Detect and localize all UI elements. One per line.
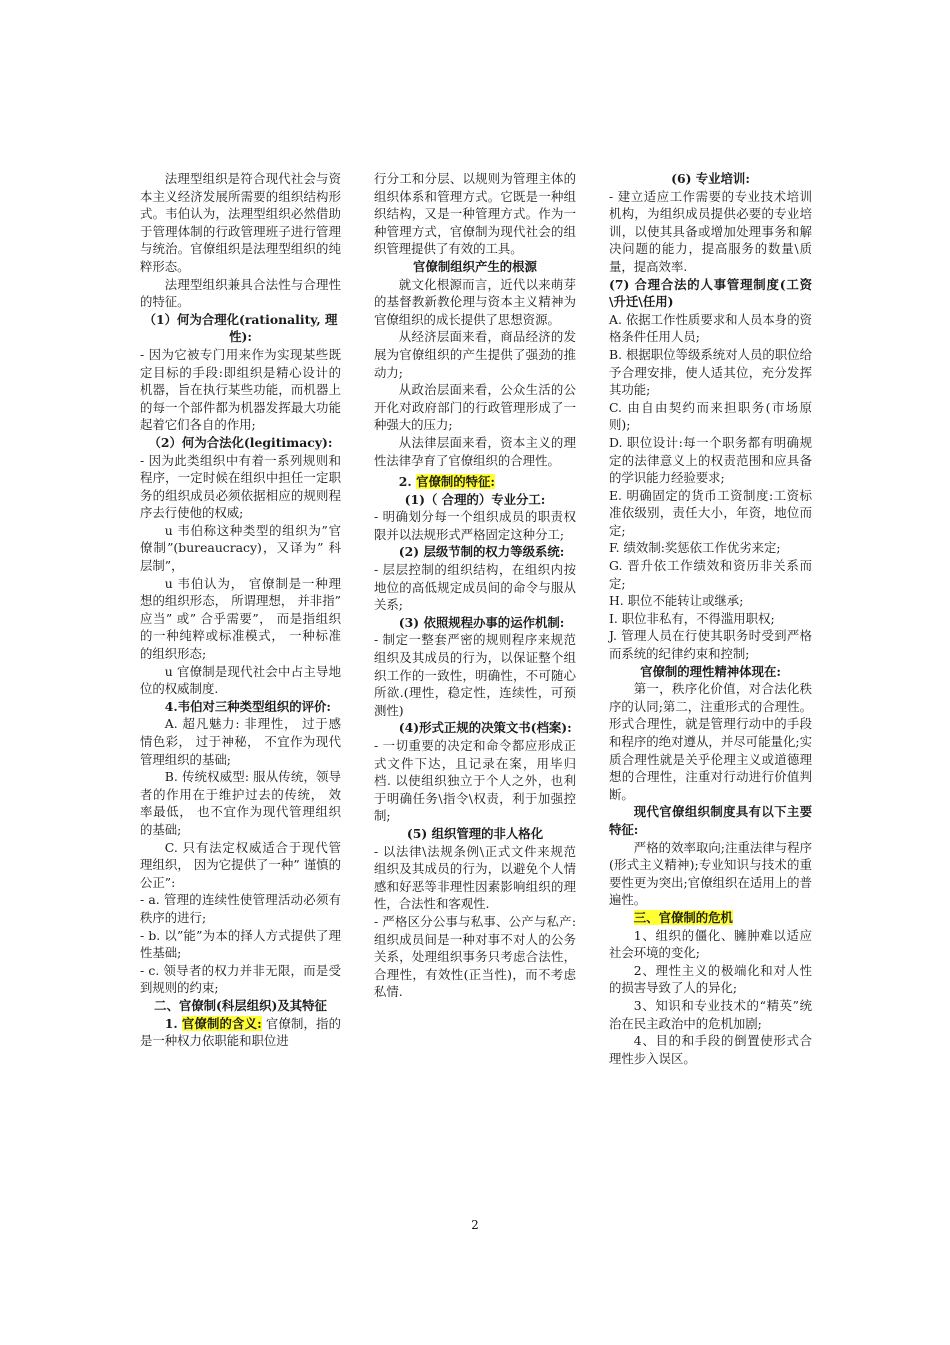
list-item: D. 职位设计:每一个职务都有明确规定的法律意义上的权责范围和应具备的学识能力经验要求; — [609, 434, 812, 486]
list-item: B. 根据职位等级系统对人员的职位给予合理安排，使人适其位，充分发挥其功能; — [609, 346, 812, 398]
list-item: C. 由自由契约而来担职务(市场原则); — [609, 399, 812, 433]
paragraph: - 一切重要的决定和命令都应形成正式文件下达，且记录在案，用毕归档. 以使组织独立于个人之外，也利于明确任务\指令\权责，利于加强控制; — [374, 738, 576, 824]
list-item: 4、目的和手段的倒置使形式合理性步入误区。 — [609, 1033, 812, 1066]
paragraph: 从政治层面来看，公众生活的公开化对政府部门的行政管理形成了一种强大的压力; — [374, 382, 576, 433]
subsection-heading: (7) 合理合法的人事管理制度(工资\升迁\任用) — [609, 276, 812, 310]
list-item: E. 明确固定的货币工资制度:工资标准依级别，责任大小，年资，地位而定; — [609, 487, 812, 538]
text-column-1 — [140, 170, 341, 1050]
chapter-heading: 二、官僚制(科层组织)及其特征 — [154, 997, 327, 1013]
section-number: 2. — [398, 474, 412, 490]
paragraph: - 建立适应工作需要的专业技术培训机构，为组织成员提供必要的专业培训，以使其具备或增加处理事务和解决问题的能力，提高服务的数量\质量，提高效率. — [609, 188, 812, 274]
paragraph: - 严格区分公事与私事、公产与私产: 组织成员间是一种对事不对人的公务关系，处理组织事务只考虑合法性，合理性，有效性(正当性)，而不考虑私情. — [374, 913, 576, 1000]
paragraph: 行分工和分层、以规则为管理主体的组织体系和管理方式。它既是一种组织结构，又是一种管理方式。作为一种管理方式，官僚制为现代社会的组织管理提供了有效的工具。 — [374, 171, 576, 257]
subsection-heading: (2) 层级节制的权力等级系统: — [398, 544, 565, 560]
paragraph: 第一，秩序化价值，对合法化秩序的认同;第二，注重形式的合理性。形式合理性，就是管理行动中的手段和程序的绝对遵从，并尽可能量化;实质合理性就是关乎伦理主义或道德理想的合理性，注重对行动进行价值判断。 — [609, 681, 812, 802]
bullet-item: u 韦伯认为， 官僚制是一种理想的组织形态， 所谓理想， 并非指” 应当” 或” 合乎需要”， 而是指组织的一种纯粹或标准模式， 一种标准的组织形态; — [140, 575, 341, 662]
paragraph: 就文化根源而言，近代以来萌芽的基督教新教伦理与资本主义精神为官僚组织的成长提供了思想资源。 — [374, 276, 576, 327]
page-number: 2 — [471, 1218, 479, 1232]
section-heading: 官僚制的理性精神体现在: — [640, 663, 781, 679]
text-column-2 — [374, 170, 576, 1001]
chapter-heading — [609, 909, 812, 927]
subsection-heading: (5) 组织管理的非人格化 — [406, 825, 544, 841]
paragraph: - 因为此类组织中有着一系列规则和程序，一定时候在组织中担任一定职务的组织成员必须依据相应的规则程序去行使他的权威; — [140, 452, 341, 521]
subsection-heading: (4)形式正规的决策文书(档案): — [398, 720, 572, 736]
list-item: 2、理性主义的极端化和对人性的损害导致了人的异化; — [609, 962, 812, 996]
bullet-item: u 韦伯称这种类型的组织为”官僚制”(bureaucracy)，又译为” 科层制”， — [140, 522, 341, 574]
paragraph: - 制定一整套严密的规则程序来规范组织及其成员的行为，以保证整个组织工作的一致性，明确性，不可随心所欲.(理性，稳定性，连续性，可预测性) — [374, 632, 576, 718]
highlighted-heading: 官僚制的含义: — [181, 1015, 262, 1031]
list-item: - b. 以”能”为本的择人方式提供了理性基础; — [140, 927, 341, 961]
paragraph: B. 传统权威型: 服从传统，领导者的作用在于维护过去的传统， 效率最低， 也不宜作为现代管理组织的基础; — [140, 769, 341, 837]
subsection-heading: (3) 依照规程办事的运作机制: — [398, 614, 565, 630]
definition-paragraph — [140, 1015, 341, 1050]
bullet-item: u 官僚制是现代社会中占主导地位的权威制度. — [140, 663, 341, 697]
list-item: J. 管理人员在行使其职务时受到严格而系统的纪律约束和控制; — [609, 628, 812, 662]
paragraph: - 以法律\法规条例\正式文件来规范组织及其成员的行为，以避免个人情感和好恶等非理性因素影响组织的理性，合法性和客观性. — [374, 843, 576, 912]
section-heading: 官僚制组织产生的根源 — [413, 258, 537, 274]
highlighted-heading: 官僚制的特征: — [416, 474, 495, 490]
paragraph: 法理型组织是符合现代社会与资本主义经济发展所需要的组织结构形式。韦伯认为，法理型组织必然借助于管理体制的行政管理班子进行管理与统治。官僚组织是法理型组织的纯粹形态。 — [140, 171, 341, 274]
subsection-heading: (6) 专业培训: — [671, 171, 750, 186]
list-item: I. 职位非私有，不得滥用职权; — [609, 610, 775, 626]
list-item: 1、组织的僵化、臃肿难以适应社会环境的变化; — [609, 927, 812, 961]
section-heading — [374, 473, 576, 491]
section-heading: （1）何为合理化(rationality, 理性): — [143, 311, 338, 345]
list-item: 3、知识和专业技术的“精英”统治在民主政治中的危机加剧; — [609, 997, 812, 1031]
highlighted-heading: 三、官僚制的危机 — [633, 909, 733, 925]
list-item: A. 依据工作性质要求和人员本身的资格条件任用人员; — [609, 311, 812, 345]
list-item: F. 绩效制:奖惩依工作优劣来定; — [609, 540, 781, 556]
paragraph: A. 超凡魅力: 非理性， 过于感情色彩， 过于神秘， 不宜作为现代管理组织的基础; — [140, 716, 341, 767]
definition-text: 官僚制，指的是一种权力依职能和职位进 — [140, 1015, 341, 1049]
section-number: 1. — [164, 1015, 178, 1031]
list-item: H. 职位不能转让或继承; — [609, 593, 744, 609]
section-heading: （2）何为合法化(legitimacy): — [148, 434, 333, 450]
paragraph: 严格的效率取向;注重法律与程序(形式主义精神);专业知识与技术的重要性更为突出;官僚组织在适用上的普遍性。 — [609, 839, 812, 908]
list-item: - c. 领导者的权力并非无限，而是受到规则的约束; — [140, 962, 341, 996]
paragraph: 法理型组织兼具合法性与合理性的特征。 — [140, 276, 341, 310]
section-heading: 4.韦伯对三种类型组织的评价: — [164, 698, 331, 714]
paragraph: 从经济层面来看，商品经济的发展为官僚组织的产生提供了强劲的推动力; — [374, 329, 576, 380]
paragraph: C. 只有法定权威适合于现代管理组织， 因为它提供了一种” 谨慎的公正”: — [140, 839, 341, 890]
list-item: - a. 管理的连续性使管理活动必须有秩序的进行; — [140, 892, 341, 925]
paragraph: - 明确划分每一个组织成员的职责权限并以法规形式严格固定这种分工; — [374, 509, 576, 542]
paragraph: 从法律层面来看，资本主义的理性法律孕育了官僚组织的合理性。 — [374, 434, 576, 468]
section-heading: 现代官僚组织制度具有以下主要特征: — [609, 804, 812, 837]
text-column-3 — [609, 170, 812, 1067]
paragraph: - 因为它被专门用来作为实现某些既定目标的手段:即组织是精心设计的机器，旨在执行某些功能，而机器上的每一个部件都为机器发挥最大功能起着它们各自的作用; — [140, 346, 341, 433]
subsection-heading: (1)（ 合理的）专业分工: — [404, 491, 546, 507]
list-item: G. 晋升依工作绩效和资历非关系而定; — [609, 558, 812, 591]
paragraph: - 层层控制的组织结构，在组织内按地位的高低规定成员间的命令与服从关系; — [374, 562, 576, 613]
